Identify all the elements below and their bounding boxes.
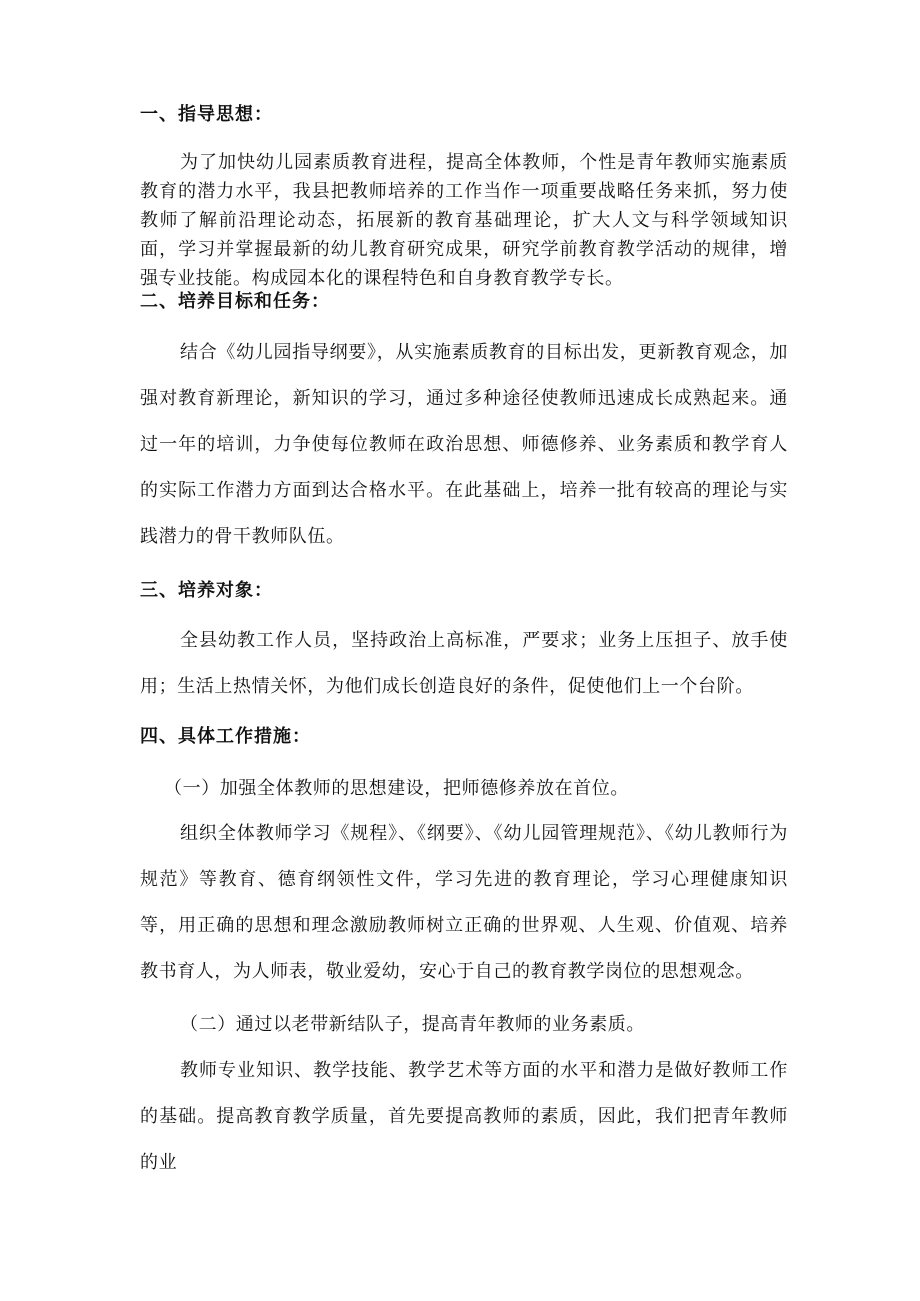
section-4-subheading-2: （二）通过以老带新结队子，提高青年教师的业务素质。 xyxy=(180,1014,645,1035)
section-2-paragraph-1: 结合《幼儿园指导纲要》，从实施素质教育的目标出发，更新教育观念，加强对教育新理论，新知识的学习，通过多种途径使教师迅速成长成熟起来。通过一年的培训，力争使每位教师在政治思想、师德修养、业务素质和教学育人的实际工作潜力方面到达合格水平。在此基础上，培养一批有较高的理论与实践潜力的骨干教师队伍。 xyxy=(140,342,788,547)
section-3-paragraph-1: 全县幼教工作人员，坚持政治上高标准，严要求；业务上压担子、放手使用；生活上热情关怀，为他们成长创造良好的条件，促使他们上一个台阶。 xyxy=(140,630,788,697)
section-heading-2: 二、培养目标和任务： xyxy=(140,291,330,312)
section-heading-3: 三、培养对象： xyxy=(140,580,273,601)
section-4-paragraph-2: 教师专业知识、教学技能、教学艺术等方面的水平和潜力是做好教师工作的基础。提高教育教学质量，首先要提高教师的素质，因此，我们把青年教师的业 xyxy=(140,1060,788,1173)
section-heading-4: 四、具体工作措施： xyxy=(140,726,311,747)
section-1-paragraph-1: 为了加快幼儿园素质教育进程，提高全体教师，个性是青年教师实施素质教育的潜力水平，我县把教师培养的工作当作一项重要战略任务来抓，努力使教师了解前沿理论动态，拓展新的教育基础理论，扩大人文与科学领域知识面，学习并掌握最新的幼儿教育研究成果，研究学前教育教学活动的规律，增强专业技能。构成园本化的课程特色和自身教育教学专长。 xyxy=(140,152,788,289)
section-4-subheading-1: （一）加强全体教师的思想建设，把师德修养放在首位。 xyxy=(164,778,629,799)
section-4-paragraph-1: 组织全体教师学习《规程》、《纲要》、《幼儿园管理规范》、《幼儿教师行为规范》等教育、德育纲领性文件，学习先进的教育理论，学习心理健康知识等，用正确的思想和理念激励教师树立正确的世界观、人生观、价值观、培养教书育人，为人师表，敬业爱幼，安心于自己的教育教学岗位的思想观念。 xyxy=(140,823,788,982)
section-heading-1: 一、指导思想： xyxy=(140,104,273,125)
